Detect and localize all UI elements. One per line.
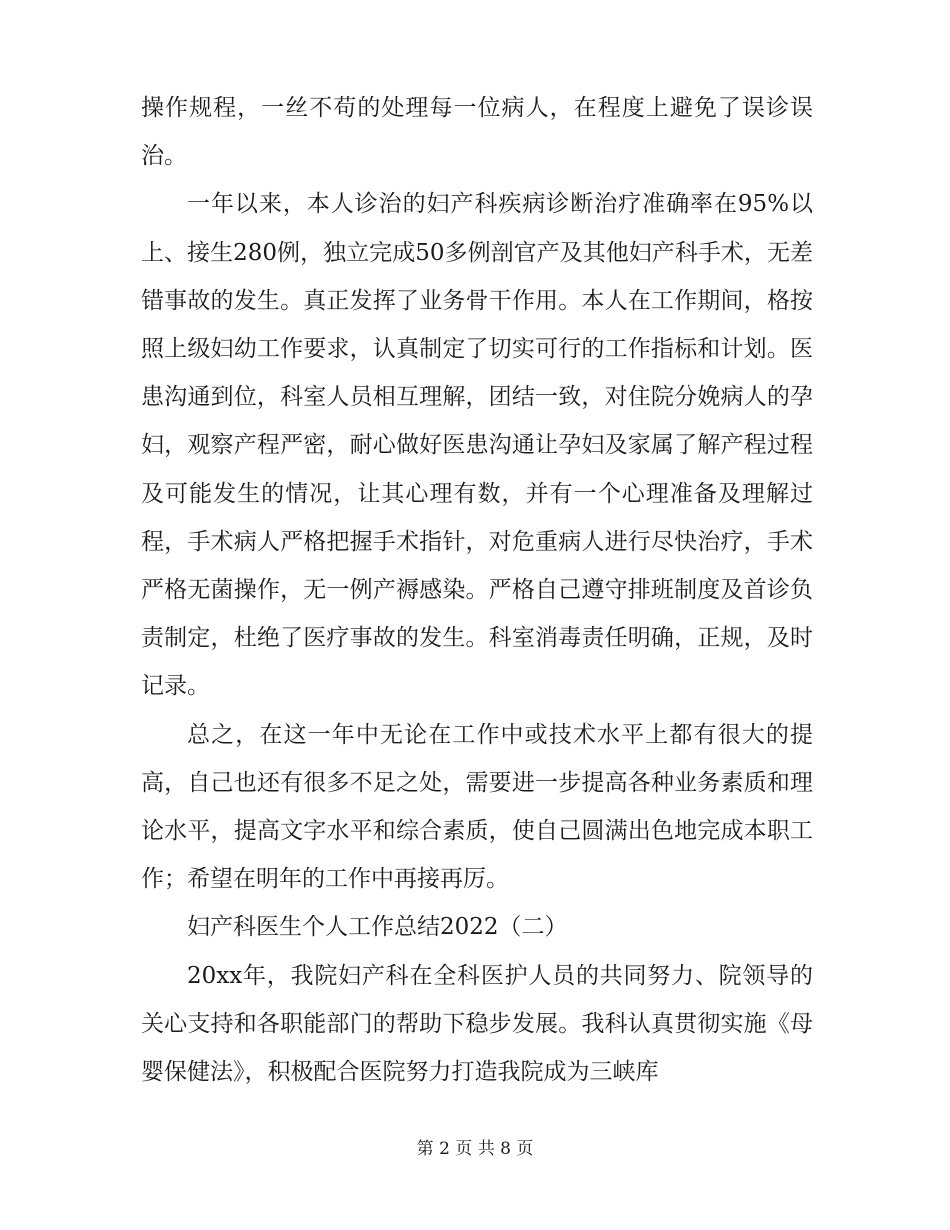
paragraph-section-intro: 20xx年，我院妇产科在全科医护人员的共同努力、院领导的关心支持和各职能部门的帮助下稳步发展。我科认真贯彻实施《母婴保健法》，积极配合医院努力打造我院成为三峡库 — [141, 962, 813, 1086]
document-body — [141, 84, 813, 1096]
paragraph-continuation: 操作规程，一丝不苟的处理每一位病人，在程度上避免了误诊误治。 — [141, 95, 813, 170]
page-number-footer: 第 2 页 共 8 页 — [416, 1139, 534, 1159]
section-heading: 妇产科医生个人工作总结2022（二） — [187, 914, 568, 941]
paragraph-conclusion: 总之，在这一年中无论在工作中或技术水平上都有很大的提高，自己也还有很多不足之处，需要进一步提高各种业务素质和理论水平，提高文字水平和综合素质，使自己圆满出色地完成本职工作；希望在明年的工作中再接再厉。 — [141, 721, 813, 893]
paragraph-work-summary: 一年以来，本人诊治的妇产科疾病诊断治疗准确率在95%以上、接生280例，独立完成50多例剖官产及其他妇产科手术，无差错事故的发生。真正发挥了业务骨干作用。本人在工作期间，格按照上级妇幼工作要求，认真制定了切实可行的工作指标和计划。医患沟通到位，科室人员相互理解，团结一致，对住院分娩病人的孕妇，观察产程严密，耐心做好医患沟通让孕妇及家属了解产程过程及可能发生的情况，让其心理有数，并有一个心理准备及理解过程，手术病人严格把握手术指针，对危重病人进行尽快治疗，手术严格无菌操作，无一例产褥感染。严格自己遵守排班制度及首诊负责制定，杜绝了医疗事故的发生。科室消毒责任明确，正规，及时记录。 — [141, 191, 813, 700]
